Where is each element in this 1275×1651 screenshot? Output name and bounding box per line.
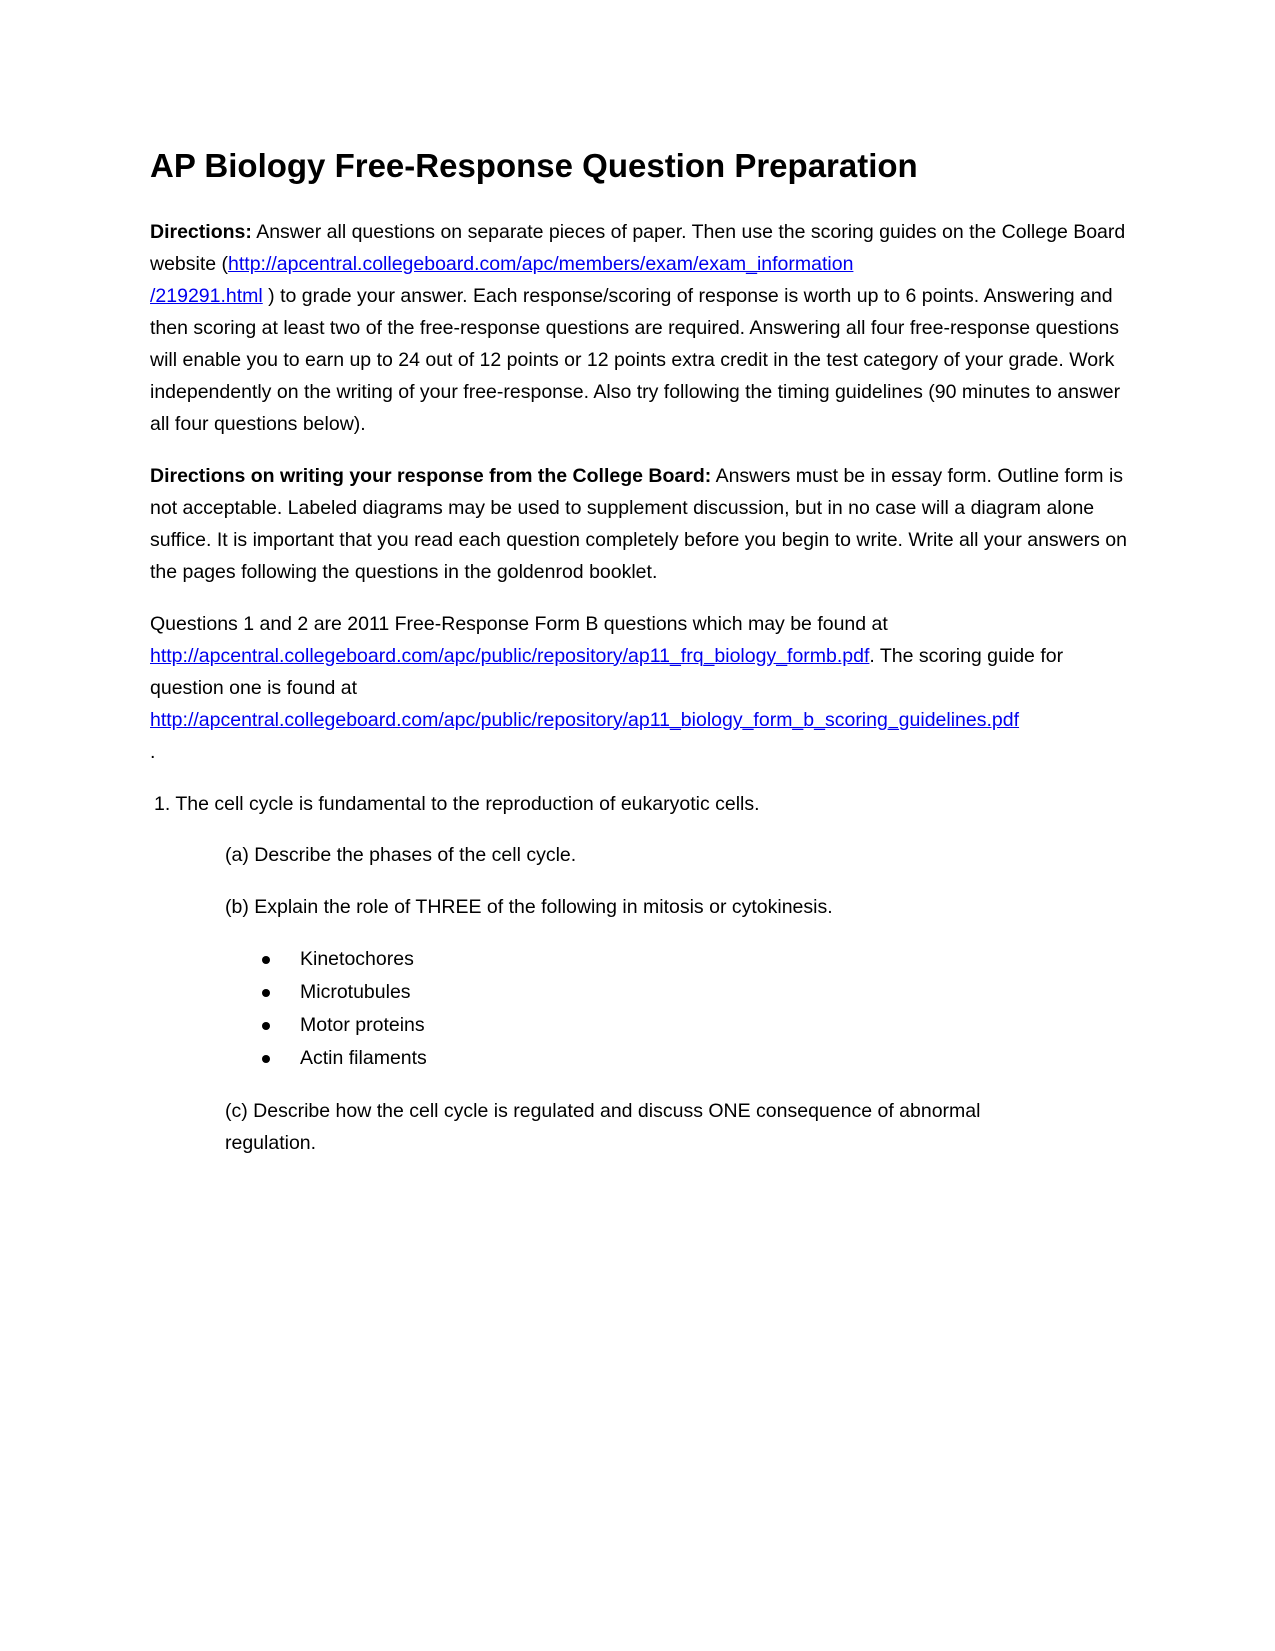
bullet-text: Actin filaments [300,1046,427,1069]
list-item [262,943,1130,976]
scoring-guides-link-part-2[interactable]: /219291.html [150,284,263,307]
page-title: AP Biology Free-Response Question Preparation [150,147,918,184]
college-board-directions-text: Answers must be in essay form. Outline form is not acceptable. Labeled diagrams may be used to supplement discussion, but in no case will a diagram alone suffice. It is important that you read each question completely before you begin to write. Write all your answers on the pages following the questions in the goldenrod booklet. [150,464,1127,583]
bullet-text: Motor proteins [300,1013,425,1036]
questions-source-text-3: . [150,740,156,763]
bullet-text: Microtubules [300,980,411,1003]
question-1-part-c: (c) Describe how the cell cycle is regulated and discuss ONE consequence of abnormal regulation. [225,1099,981,1154]
bullet-icon [262,956,270,964]
directions-text-2: ) to grade your answer. Each response/scoring of response is worth up to 6 points. Answering and then scoring at least two of the free-response questions are required. Answering all four free-response questions will enable you to earn up to 24 out of 12 points or 12 points extra credit in the test category of your grade. Work independently on the writing of your free-response. Also try following the timing guidelines (90 minutes to answer all four questions below). [150,284,1121,435]
scoring-guidelines-link[interactable]: http://apcentral.collegeboard.com/apc/public/repository/ap11_biology_form_b_scoring_guidelines.pdf [150,708,1020,731]
frq-form-b-link[interactable]: http://apcentral.collegeboard.com/apc/public/repository/ap11_frq_biology_formb.pdf [150,644,870,667]
bullet-icon [262,989,270,997]
question-1-stem: 1. The cell cycle is fundamental to the reproduction of eukaryotic cells. [154,792,760,815]
list-item [262,1009,1130,1042]
scoring-guides-link-part-1[interactable]: http://apcentral.collegeboard.com/apc/members/exam/exam_information [228,252,854,275]
questions-source-paragraph [150,608,1130,768]
list-item [262,976,1130,1009]
bullet-text: Kinetochores [300,947,414,970]
directions-label: Directions: [150,220,252,243]
questions-source-text-2: . The scoring guide for question one is found at [150,644,1064,699]
directions-text-1: Answer all questions on separate pieces of paper. Then use the scoring guides on the College Board website ( [150,220,1126,275]
part-b-bullet-list [262,943,1130,1075]
college-board-directions-paragraph [150,460,1130,588]
question-1-part-a: (a) Describe the phases of the cell cycle. [225,843,577,866]
questions-source-text-1: Questions 1 and 2 are 2011 Free-Response Form B questions which may be found at [150,612,888,635]
question-1-part-b: (b) Explain the role of THREE of the following in mitosis or cytokinesis. [225,895,833,918]
college-board-directions-label: Directions on writing your response from the College Board: [150,464,712,487]
document-page [150,146,1130,1159]
bullet-icon [262,1055,270,1063]
list-item [262,1042,1130,1075]
directions-paragraph [150,216,1130,440]
bullet-icon [262,1022,270,1030]
